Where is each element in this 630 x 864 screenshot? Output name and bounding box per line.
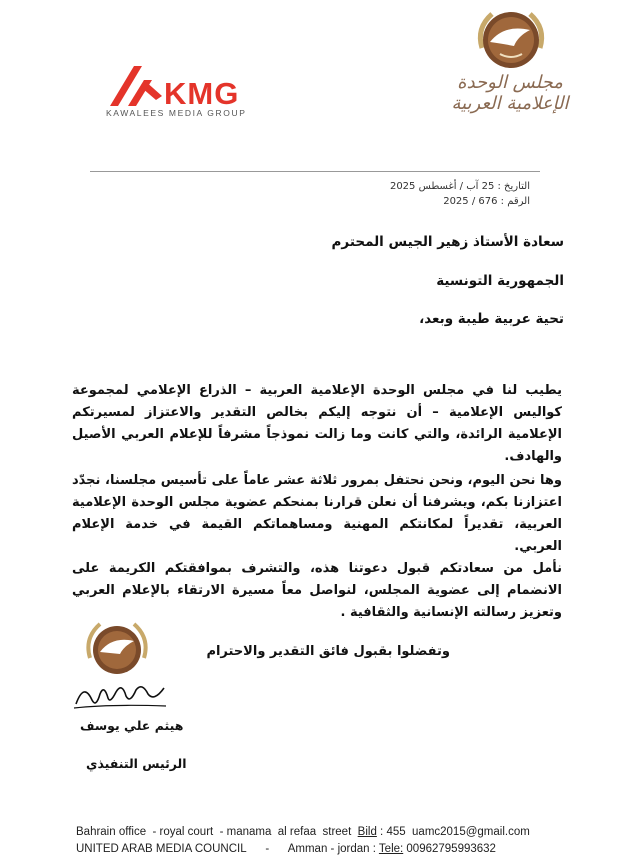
footer-tele-label: Tele: bbox=[378, 843, 404, 855]
recipient-name: سعادة الأستاذ زهير الجيس المحترم bbox=[331, 234, 564, 250]
body-paragraph-2: وها نحن اليوم، ونحن نحتفل بمرور ثلاثة عشر عاماً على تأسيس مجلسنا، نجدّد اعتزازنا بكم، ويشرفنا أن نعلن قرارنا بمنحكم عضوية مجلس الوحدة الإعلامية العربية، تقديراً لمكانتكم المهنية ومساهماتكم القيمة في خدمة الإعلام العربي. bbox=[72, 473, 562, 554]
kmg-subtitle: KAWALEES MEDIA GROUP bbox=[106, 108, 247, 118]
council-seal-icon bbox=[82, 618, 152, 682]
signer-title: الرئيس التنفيذي bbox=[86, 756, 187, 771]
footer-bild-label: Bild bbox=[357, 826, 377, 838]
kmg-mark-icon bbox=[104, 62, 164, 108]
council-name-logo: مجلس الوحدة الإعلامية العربية bbox=[451, 72, 569, 114]
footer-address: Bahrain office - royal court - manama al refaa street bbox=[76, 826, 358, 838]
footer-council-line bbox=[76, 843, 496, 855]
recipient-country: الجمهورية التونسية bbox=[436, 273, 564, 289]
letter-reference: الرقم : 676 / 2025 bbox=[443, 196, 530, 207]
council-emblem-icon bbox=[470, 4, 552, 76]
footer-address-line bbox=[76, 826, 530, 838]
letter-date: التاريخ : 25 آب / أغسطس 2025 bbox=[389, 181, 530, 192]
greeting: تحية عربية طيبة وبعد، bbox=[419, 311, 564, 327]
body-paragraph-3: نأمل من سعادتكم قبول دعوتنا هذه، والتشرف بموافقتكم الكريمة على الانضمام إلى عضوية المجلس، لنواصل معاً مسيرة الارتقاء بالإعلام العربي وتعزيز رسالته الإنسانية والثقافية . bbox=[72, 561, 562, 620]
footer-council-location: UNITED ARAB MEDIA COUNCIL - Amman - jordan : bbox=[76, 843, 379, 855]
kmg-logo bbox=[104, 62, 254, 122]
signer-name: هيثم علي يوسف bbox=[80, 718, 184, 733]
body-paragraph-1: يطيب لنا في مجلس الوحدة الإعلامية العربية – الذراع الإعلامي لمجموعة كواليس الإعلامية – أن نتوجه إليكم بخالص التقدير والاعتزاز لمسيرتكم الإعلامية الرائدة، والتي كانت وما زالت نموذجاً مشرفاً للإعلام العربي الأصيل والهادف. bbox=[72, 383, 562, 464]
closing-line: وتفضلوا بقبول فائق التقدير والاحترام bbox=[206, 644, 450, 659]
header-divider bbox=[90, 171, 540, 172]
footer-bild-email[interactable]: : 455 uamc2015@gmail.com bbox=[376, 826, 530, 838]
signature-icon bbox=[70, 674, 170, 714]
footer-tele-number[interactable]: 00962795993632 bbox=[403, 843, 496, 855]
kmg-brand-text: KMG bbox=[164, 76, 240, 111]
